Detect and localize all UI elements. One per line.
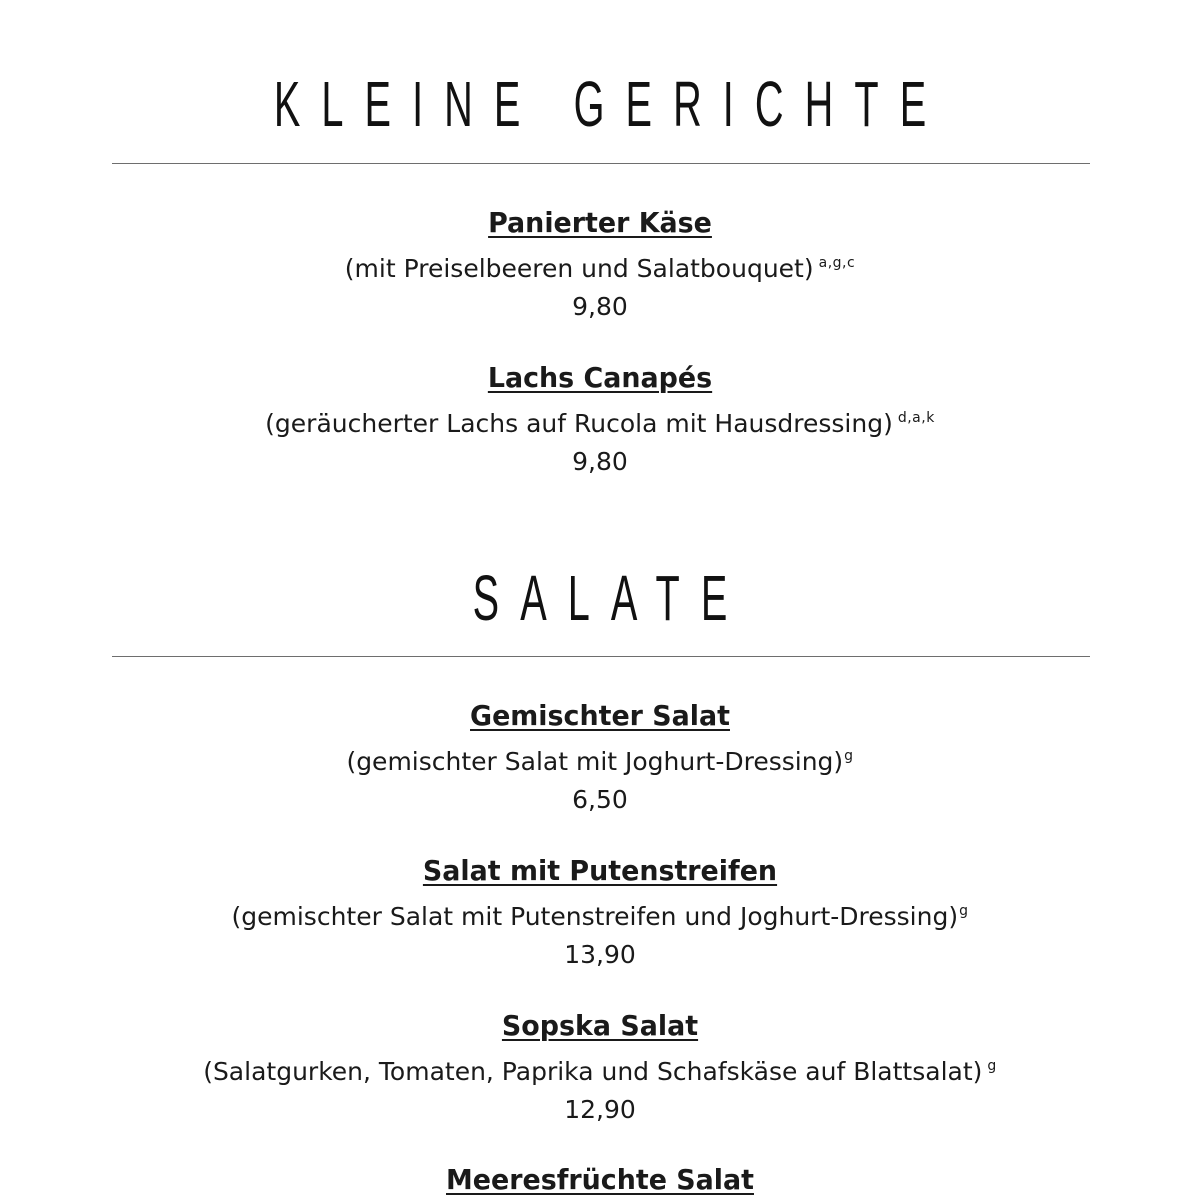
- menu-item-allergens: d,a,k: [897, 410, 935, 426]
- menu-item-description: (Salatgurken, Tomaten, Paprika und Schafskäse auf Blattsalat): [203, 1057, 983, 1086]
- menu-item-description-line: [0, 1046, 1200, 1092]
- section-divider: [112, 656, 1090, 657]
- menu-item-description-line: [0, 243, 1200, 289]
- menu-item-description: (gemischter Salat mit Putenstreifen und Joghurt-Dressing): [231, 902, 959, 931]
- menu-item: [0, 1162, 1200, 1198]
- menu-item-allergens: a,g,c: [818, 255, 856, 271]
- menu-item-name: Salat mit Putenstreifen: [422, 854, 778, 887]
- menu-item: [0, 1008, 1200, 1128]
- menu-item-description-line: [0, 736, 1200, 782]
- menu-item-allergens: g: [987, 1058, 997, 1074]
- menu-item-allergens: g: [844, 748, 854, 764]
- menu-item-description: (geräucherter Lachs auf Rucola mit Hausdressing): [265, 409, 893, 438]
- menu-item-price: 9,80: [572, 447, 628, 476]
- menu-item-name: Lachs Canapés: [487, 361, 713, 394]
- menu-item-name: Sopska Salat: [501, 1009, 699, 1042]
- section-title-salate: [228, 558, 972, 638]
- section-title-text: SALATE: [472, 562, 749, 634]
- menu-item: [0, 698, 1200, 818]
- menu-item-description: (gemischter Salat mit Joghurt-Dressing): [346, 747, 844, 776]
- menu-item-description: (mit Preiselbeeren und Salatbouquet): [344, 254, 814, 283]
- menu-item-description-line: [0, 891, 1200, 937]
- menu-item: [0, 205, 1200, 325]
- menu-item-name: Meeresfrüchte Salat: [445, 1163, 754, 1196]
- menu-item: [0, 853, 1200, 973]
- menu-item: [0, 360, 1200, 480]
- section-title-text: KLEINE GERICHTE: [273, 68, 948, 140]
- section-divider: [112, 163, 1090, 164]
- menu-item-allergens: g: [959, 903, 969, 919]
- section-title-kleine-gerichte: [228, 64, 972, 144]
- menu-item-description-line: [0, 398, 1200, 444]
- menu-item-price: 9,80: [572, 292, 628, 321]
- menu-item-price: 13,90: [564, 940, 636, 969]
- menu-item-price: 12,90: [564, 1095, 636, 1124]
- menu-item-name: Gemischter Salat: [470, 699, 730, 732]
- menu-item-price: 6,50: [572, 785, 628, 814]
- menu-item-name: Panierter Käse: [488, 206, 712, 239]
